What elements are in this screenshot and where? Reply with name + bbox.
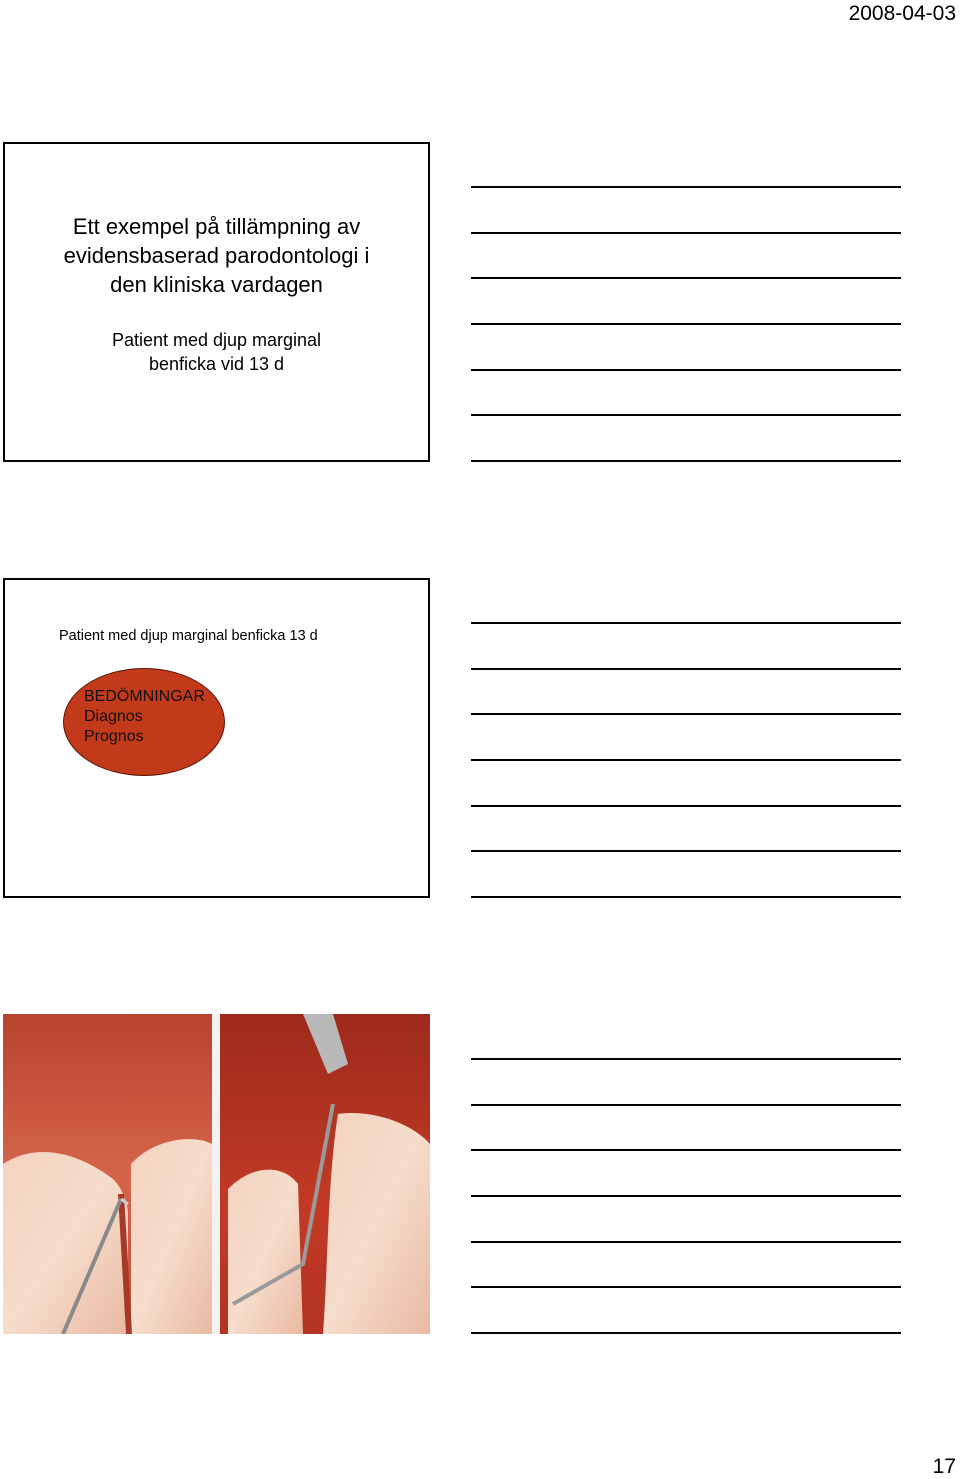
note-line [471,1332,901,1334]
note-line [471,622,901,624]
note-line [471,713,901,715]
slide-1 [3,142,430,462]
note-line [471,850,901,852]
assessment-oval [63,668,225,776]
note-line [471,232,901,234]
slide-3-photo [3,1014,430,1334]
oval-line-1: BEDÖMNINGAR [84,688,205,705]
note-line [471,414,901,416]
slide-1-subtitle [5,328,428,376]
page-number: 17 [932,1455,956,1478]
slide-1-title [5,212,428,299]
oval-line-3: Prognos [84,728,144,745]
note-line [471,369,901,371]
title-line-1: Ett exempel på tillämpning av [72,214,361,239]
note-line [471,1195,901,1197]
note-line [471,1241,901,1243]
note-line [471,668,901,670]
note-line [471,277,901,279]
note-line [471,896,901,898]
page-date: 2008-04-03 [848,2,956,25]
subtitle-line-2: benficka vid 13 d [148,354,285,374]
note-line [471,805,901,807]
oval-line-2: Diagnos [84,708,143,725]
periodontal-probe-photo-icon [3,1014,430,1334]
note-line [471,1286,901,1288]
title-line-3: den kliniska vardagen [110,272,323,297]
slide-2-heading: Patient med djup marginal benficka 13 d [59,628,318,644]
slide-2 [3,578,430,898]
oval-text [84,687,205,747]
title-line-2: evidensbaserad parodontologi i [63,243,370,268]
note-line [471,460,901,462]
note-line [471,1104,901,1106]
note-line [471,759,901,761]
note-line [471,1149,901,1151]
note-line [471,323,901,325]
note-line [471,186,901,188]
subtitle-line-1: Patient med djup marginal [111,330,322,350]
note-line [471,1058,901,1060]
